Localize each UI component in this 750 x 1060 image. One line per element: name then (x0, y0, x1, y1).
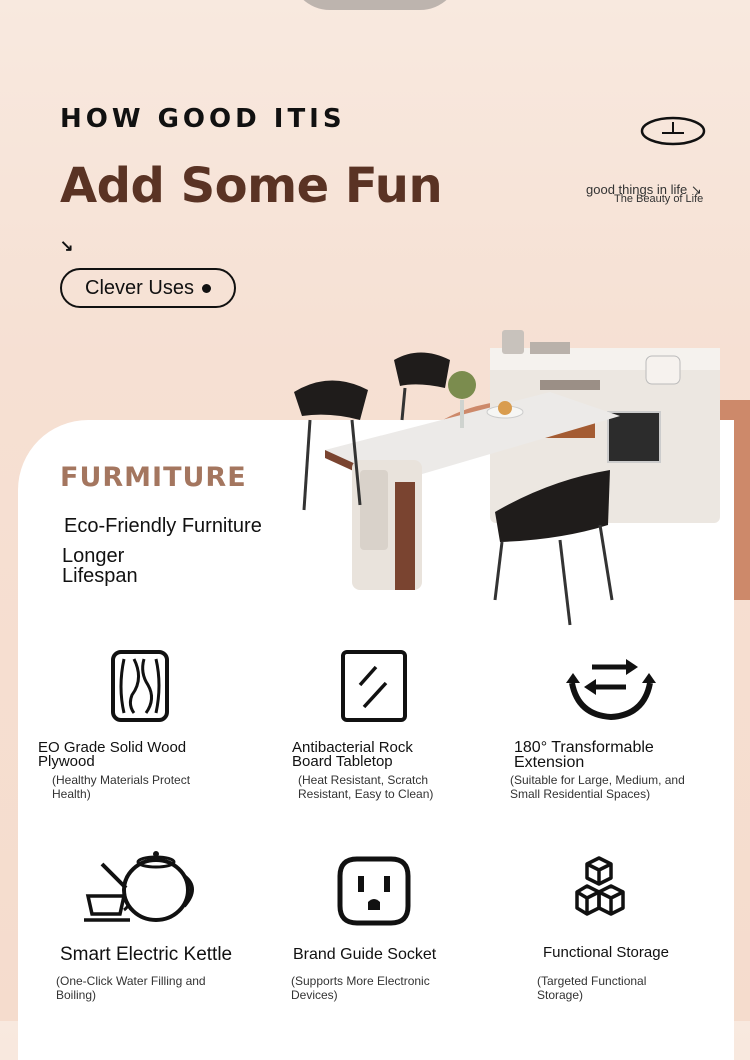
feature-title: EO Grade Solid Wood (38, 739, 187, 756)
socket-icon (337, 856, 411, 926)
rotate-arrows-icon (566, 653, 656, 721)
feature-title: Plywood (38, 753, 95, 770)
feature-desc: Health) (52, 787, 91, 801)
furniture-product-image (290, 320, 730, 630)
tag-sub: The Beauty of Life (614, 193, 704, 205)
small-arrow-icon: ↘ (690, 182, 702, 197)
decorative-arc (290, 0, 460, 10)
feature-desc: (Supports More Electronic (291, 974, 430, 988)
clock-icon (640, 116, 706, 146)
feature-desc: Resistant, Easy to Clean) (298, 787, 434, 801)
feature-desc: (One-Click Water Filling and (56, 974, 206, 988)
feature-desc: (Suitable for Large, Medium, and (510, 773, 685, 787)
storage-cubes-icon (575, 854, 645, 920)
section-title: FURMITURE (60, 462, 247, 493)
tag-line: good things in life ↘ (586, 182, 702, 197)
feature-title: Antibacterial Rock (292, 739, 413, 756)
dot-icon (202, 284, 211, 293)
arrow-down-right-icon: ↘ (60, 238, 74, 255)
feature-desc: Small Residential Spaces) (510, 787, 651, 801)
feature-title: 180° Transformable (514, 739, 654, 756)
feature-desc: Boiling) (56, 988, 97, 1002)
rock-board-icon (340, 649, 408, 723)
feature-title: Brand Guide Socket (293, 946, 437, 963)
feature-title: Functional Storage (543, 944, 669, 961)
section-subtitle-eco: Eco-Friendly Furniture (64, 515, 262, 537)
hero-big-title: Add Some Fun (60, 158, 443, 214)
feature-title: Board Tabletop (292, 753, 393, 770)
section-subtitle-lifespan-1: Longer (62, 545, 125, 567)
feature-title: Extension (514, 754, 585, 771)
clever-uses-label: Clever Uses (85, 276, 194, 299)
feature-desc: Storage) (537, 988, 584, 1002)
section-subtitle-lifespan-2: Lifespan (62, 565, 138, 587)
feature-desc: Devices) (291, 988, 338, 1002)
hero-small-title: HOW GOOD ITIS (60, 104, 346, 134)
feature-desc: (Targeted Functional (537, 974, 647, 988)
feature-title: Smart Electric Kettle (60, 944, 233, 965)
wood-grain-icon (110, 649, 170, 723)
feature-desc: (Healthy Materials Protect (52, 773, 191, 787)
kettle-icon (84, 848, 196, 926)
feature-desc: (Heat Resistant, Scratch (298, 773, 429, 787)
clever-uses-button[interactable] (60, 268, 236, 308)
